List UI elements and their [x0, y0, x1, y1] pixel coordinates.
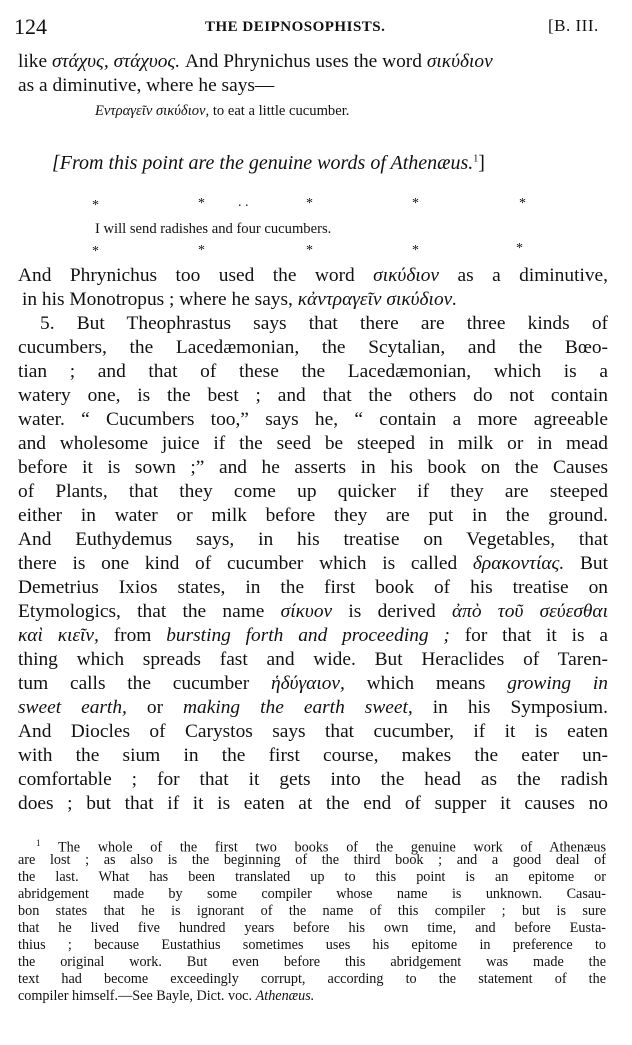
text-line: cucumbers, the Lacedæmonian, the Scytalian, and the Bœo- [18, 337, 608, 358]
book-reference: [B. III. [548, 16, 599, 35]
star: * [198, 243, 205, 258]
footnote-line: the original work. But even before this abridgement was made the [18, 954, 606, 970]
example-quote: Εντραγεῖν σικύδιον, to eat a little cucumber. [95, 103, 350, 119]
star: * [516, 241, 523, 256]
text-line: with the sium in the first course, makes the eater un- [18, 745, 608, 766]
editorial-note: [From this point are the genuine words of Athenæus.$^1$] [52, 152, 485, 174]
star: * [519, 196, 526, 211]
text-line: water. “ Cucumbers too,” says he, “ contain a more agreeable [18, 409, 608, 430]
star: * [92, 198, 99, 213]
text-line: watery one, is the best ; and that the others do not contain [18, 385, 608, 406]
text-line: And Phrynichus too used the word σικύδιον as a diminutive, [18, 265, 608, 286]
text-line: sweet earth, or making the earth sweet, in his Symposium. [18, 697, 608, 718]
quote-line: I will send radishes and four cucumbers. [95, 221, 332, 237]
star: . . [238, 195, 249, 210]
footnote-line: the last. What has been translated up to this point is an epitome or [18, 869, 606, 885]
text-line: as a diminutive, where he says— [18, 75, 275, 96]
running-title: THE DEIPNOSOPHISTS. [205, 19, 386, 35]
text-line: either in water or milk before they are put in the ground. [18, 505, 608, 526]
footnote-line: $^1$ The whole of the first two books of the genuine work of Athenæus [36, 838, 606, 856]
text-line: like στάχυς, στάχυος. And Phrynichus uses the word σικύδιον [18, 51, 493, 72]
footnote-marker: 1 [36, 838, 41, 848]
footnote-line: bon states that he is ignorant of the name of this compiler ; but is sure [18, 903, 606, 919]
footnote-line: thius ; because Eustathius sometimes uses his epitome in preference to [18, 937, 606, 953]
text-line: thing which spreads fast and wide. But Heraclides of Taren- [18, 649, 608, 670]
text-line: Demetrius Ixios states, in the first book of his treatise on [18, 577, 608, 598]
text-line: 5. But Theophrastus says that there are three kinds of [40, 313, 608, 334]
text-line: does ; but that if it is eaten at the end of supper it causes no [18, 793, 608, 814]
text-line: there is one kind of cucumber which is called δρακοντίας. But [18, 553, 608, 574]
footnote-reference: 1 [473, 153, 479, 165]
star: * [412, 243, 419, 258]
text-line: And Euthydemus says, in his treatise on Vegetables, that [18, 529, 608, 550]
text-line: before it is sown ;” and he asserts in his book on the Causes [18, 457, 608, 478]
star: * [92, 244, 99, 259]
footnote-line: that he lived five hundred years before his own time, and before Eusta- [18, 920, 606, 936]
footnote-line: text had become exceedingly corrupt, according to the statement of the [18, 971, 606, 987]
footnote-line: compiler himself.—See Bayle, Dict. voc. Athenæus. [18, 988, 315, 1004]
star: * [306, 243, 313, 258]
star: * [412, 196, 419, 211]
text-line: Etymologics, that the name σίκυον is derived ἀπὸ τοῦ σεύεσθαι [18, 601, 608, 622]
text-line: and wholesome juice if the seed be steeped in milk or in mead [18, 433, 608, 454]
page-number: 124 [14, 14, 47, 39]
text-line: comfortable ; for that it gets into the head as the radish [18, 769, 608, 790]
footnote-line: abridgement made by some compiler whose name is unknown. Casau- [18, 886, 606, 902]
star: * [198, 196, 205, 211]
footnote-line: are lost ; as also is the beginning of the third book ; and a good deal of [18, 852, 606, 868]
text-line: tian ; and that of these the Lacedæmonian, which is a [18, 361, 608, 382]
text-line: καὶ κιεῖν, from bursting forth and proceeding ; for that it is a [18, 625, 608, 646]
star: * [306, 196, 313, 211]
text-line: of Plants, that they come up quicker if they are steeped [18, 481, 608, 502]
text-line: And Diocles of Carystos says that cucumber, if it is eaten [18, 721, 608, 742]
text-line: in his Monotropus ; where he says, κἀντραγεῖν σικύδιον. [22, 289, 458, 310]
text-line: tum calls the cucumber ἡδύγαιον, which means growing in [18, 673, 609, 694]
